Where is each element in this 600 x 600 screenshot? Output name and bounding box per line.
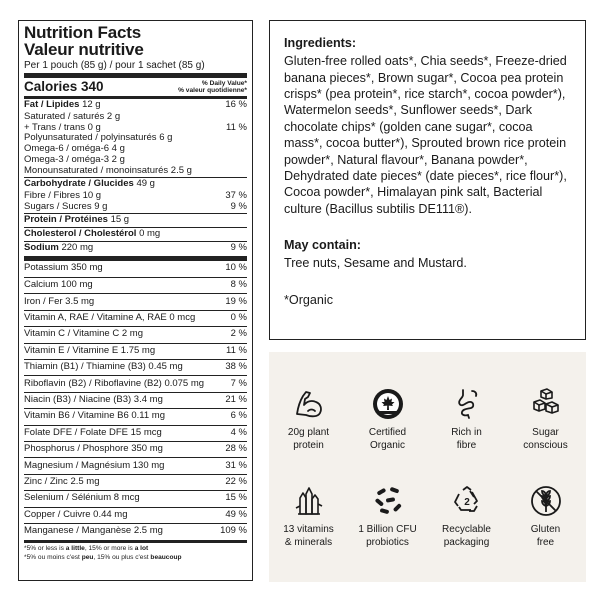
micronutrient-label: Calcium 100 mg <box>24 279 93 291</box>
calories-label: Calories 340 <box>24 79 104 95</box>
claim-recyclable: 2 Recyclable packaging <box>427 484 506 549</box>
micronutrient-label: Niacin (B3) / Niacine (B3) 3.4 mg <box>24 394 163 406</box>
daily-value-header: % Daily Value* % valeur quotidienne* <box>178 80 247 95</box>
micronutrient-label: Thiamin (B1) / Thiamine (B3) 0.45 mg <box>24 361 183 373</box>
micronutrient-pct: 10 % <box>225 262 247 274</box>
calories-row <box>24 78 247 96</box>
micronutrient-label: Selenium / Sélénium 8 mcg <box>24 492 140 504</box>
micronutrient-row <box>24 343 247 359</box>
micronutrient-pct: 19 % <box>225 295 247 307</box>
gluten-free-icon <box>529 484 563 518</box>
polyunsaturated-row: Polyunsaturated / polyinsaturés 6 g <box>24 132 173 144</box>
micronutrient-row <box>24 359 247 375</box>
certified-organic-seal-icon <box>371 387 405 421</box>
recycle-number: 2 <box>463 497 470 508</box>
cholesterol-row: Cholesterol / Cholestérol 0 mg <box>24 227 161 239</box>
claim-probiotics: 1 Billion CFU probiotics <box>348 484 427 549</box>
micronutrient-label: Iron / Fer 3.5 mg <box>24 295 95 307</box>
organic-note: *Organic <box>284 292 333 307</box>
micronutrient-label: Manganese / Manganèse 2.5 mg <box>24 525 163 537</box>
fat-row: Fat / Lipides 12 g 16 % <box>24 98 247 110</box>
micronutrient-row <box>24 425 247 441</box>
serving-size: Per 1 pouch (85 g) / pour 1 sachet (85 g) <box>24 59 205 71</box>
micronutrient-row <box>24 474 247 490</box>
saturated-row: Saturated / saturés 2 g <box>24 110 121 122</box>
recycle-icon <box>450 484 484 518</box>
micronutrient-list <box>24 261 247 540</box>
micronutrient-row <box>24 326 247 342</box>
micronutrient-label: Vitamin B6 / Vitamine B6 0.11 mg <box>24 410 165 422</box>
micronutrient-row <box>24 261 247 277</box>
micronutrient-label: Magnesium / Magnésium 130 mg <box>24 459 165 471</box>
micronutrient-label: Phosphorus / Phosphore 350 mg <box>24 443 163 455</box>
micronutrient-pct: 49 % <box>225 508 247 520</box>
claim-certified-organic: Certified Organic <box>348 387 427 452</box>
flexed-arm-icon <box>292 387 326 421</box>
micronutrient-pct: 38 % <box>225 361 247 373</box>
nutrition-facts-panel <box>18 20 253 581</box>
carbohydrate-row: Carbohydrate / Glucides 49 g <box>24 178 155 190</box>
sugar-cubes-icon <box>529 387 563 421</box>
product-claims-panel <box>269 352 586 582</box>
micronutrient-label: Copper / Cuivre 0.44 mg <box>24 508 128 520</box>
sodium-row: Sodium 220 mg 9 % <box>24 241 247 253</box>
micronutrient-row <box>24 457 247 473</box>
digestive-system-icon <box>450 387 484 421</box>
fibre-row: Fibre / Fibres 10 g 37 % <box>24 190 247 202</box>
micronutrient-label: Potassium 350 mg <box>24 262 103 274</box>
may-contain-text: Tree nuts, Sesame and Mustard. <box>284 256 467 271</box>
nutrition-title-en: Nutrition Facts <box>24 23 141 42</box>
micronutrient-label: Folate DFE / Folate DFE 15 mcg <box>24 426 162 438</box>
micronutrient-pct: 109 % <box>220 525 247 537</box>
probiotic-bacteria-icon <box>371 484 405 518</box>
trans-row: + Trans / trans 0 g 11 % <box>24 121 247 133</box>
claim-gluten-free: Gluten free <box>506 484 585 549</box>
protein-row: Protein / Protéines 15 g <box>24 213 130 225</box>
monounsaturated-row: Monounsaturated / monoinsaturés 2.5 g <box>24 165 192 177</box>
micronutrient-pct: 15 % <box>225 492 247 504</box>
micronutrient-pct: 7 % <box>230 377 247 389</box>
micronutrient-row <box>24 408 247 424</box>
micronutrient-row <box>24 310 247 326</box>
ingredients-text: Gluten-free rolled oats*, Chia seeds*, Freeze-dried banana pieces*, Brown sugar*, Cocoa pea protein crisps* (pea protein*, rice starch*, cocoa powder*), Watermelon seeds*, Sunflower seeds*, Dark chocolate chips* (golden cane sugar*, cocoa mass*, cocoa butter*), Sprouted brown rice protein powder*, Natural flavour*, Banana powder*, Dehydrated date pieces* (date pieces*, rice flour*), Cocoa powder*, Himalayan pink salt, Bacterial culture (Bacillus subtilis DE111®). <box>284 54 567 216</box>
micronutrient-pct: 2 % <box>230 328 247 340</box>
micronutrient-label: Vitamin E / Vitamine E 1.75 mg <box>24 344 156 356</box>
micronutrient-pct: 6 % <box>230 410 247 422</box>
micronutrient-label: Vitamin C / Vitamine C 2 mg <box>24 328 143 340</box>
micronutrient-row <box>24 507 247 523</box>
micronutrient-pct: 31 % <box>225 459 247 471</box>
micronutrient-label: Riboflavin (B2) / Riboflavine (B2) 0.075 mg <box>24 377 205 389</box>
micronutrient-row <box>24 441 247 457</box>
micronutrient-row <box>24 523 247 539</box>
daily-value-footnote: *5% or less is a little, 15% or more is a lot *5% ou moins c'est peu, 15% ou plus c'est beaucoup <box>24 545 182 561</box>
omega6-row: Omega-6 / oméga-6 4 g <box>24 143 125 155</box>
sugars-row: Sugars / Sucres 9 g 9 % <box>24 200 247 212</box>
vitamin-crystals-icon <box>292 484 326 518</box>
micronutrient-pct: 28 % <box>225 443 247 455</box>
micronutrient-row <box>24 490 247 506</box>
claim-plant-protein: 20g plant protein <box>269 387 348 452</box>
claim-rich-in-fibre: Rich in fibre <box>427 387 506 452</box>
claim-vitamins-minerals: 13 vitamins & minerals <box>269 484 348 549</box>
micronutrient-pct: 0 % <box>230 312 247 324</box>
claim-sugar-conscious: Sugar conscious <box>506 387 585 452</box>
omega3-row: Omega-3 / oméga-3 2 g <box>24 154 125 166</box>
micronutrient-row <box>24 375 247 391</box>
micronutrient-pct: 22 % <box>225 475 247 487</box>
micronutrient-pct: 21 % <box>225 394 247 406</box>
micronutrient-pct: 8 % <box>230 279 247 291</box>
ingredients-panel <box>269 20 586 340</box>
micronutrient-label: Zinc / Zinc 2.5 mg <box>24 475 100 487</box>
micronutrient-label: Vitamin A, RAE / Vitamine A, RAE 0 mcg <box>24 312 196 324</box>
micronutrient-row <box>24 392 247 408</box>
micronutrient-pct: 4 % <box>230 426 247 438</box>
micronutrient-pct: 11 % <box>226 344 247 356</box>
nutrition-title-fr: Valeur nutritive <box>24 40 144 60</box>
micronutrient-row <box>24 293 247 309</box>
may-contain-heading: May contain: <box>284 237 361 252</box>
micronutrient-row <box>24 277 247 293</box>
ingredients-heading: Ingredients: <box>284 36 357 50</box>
